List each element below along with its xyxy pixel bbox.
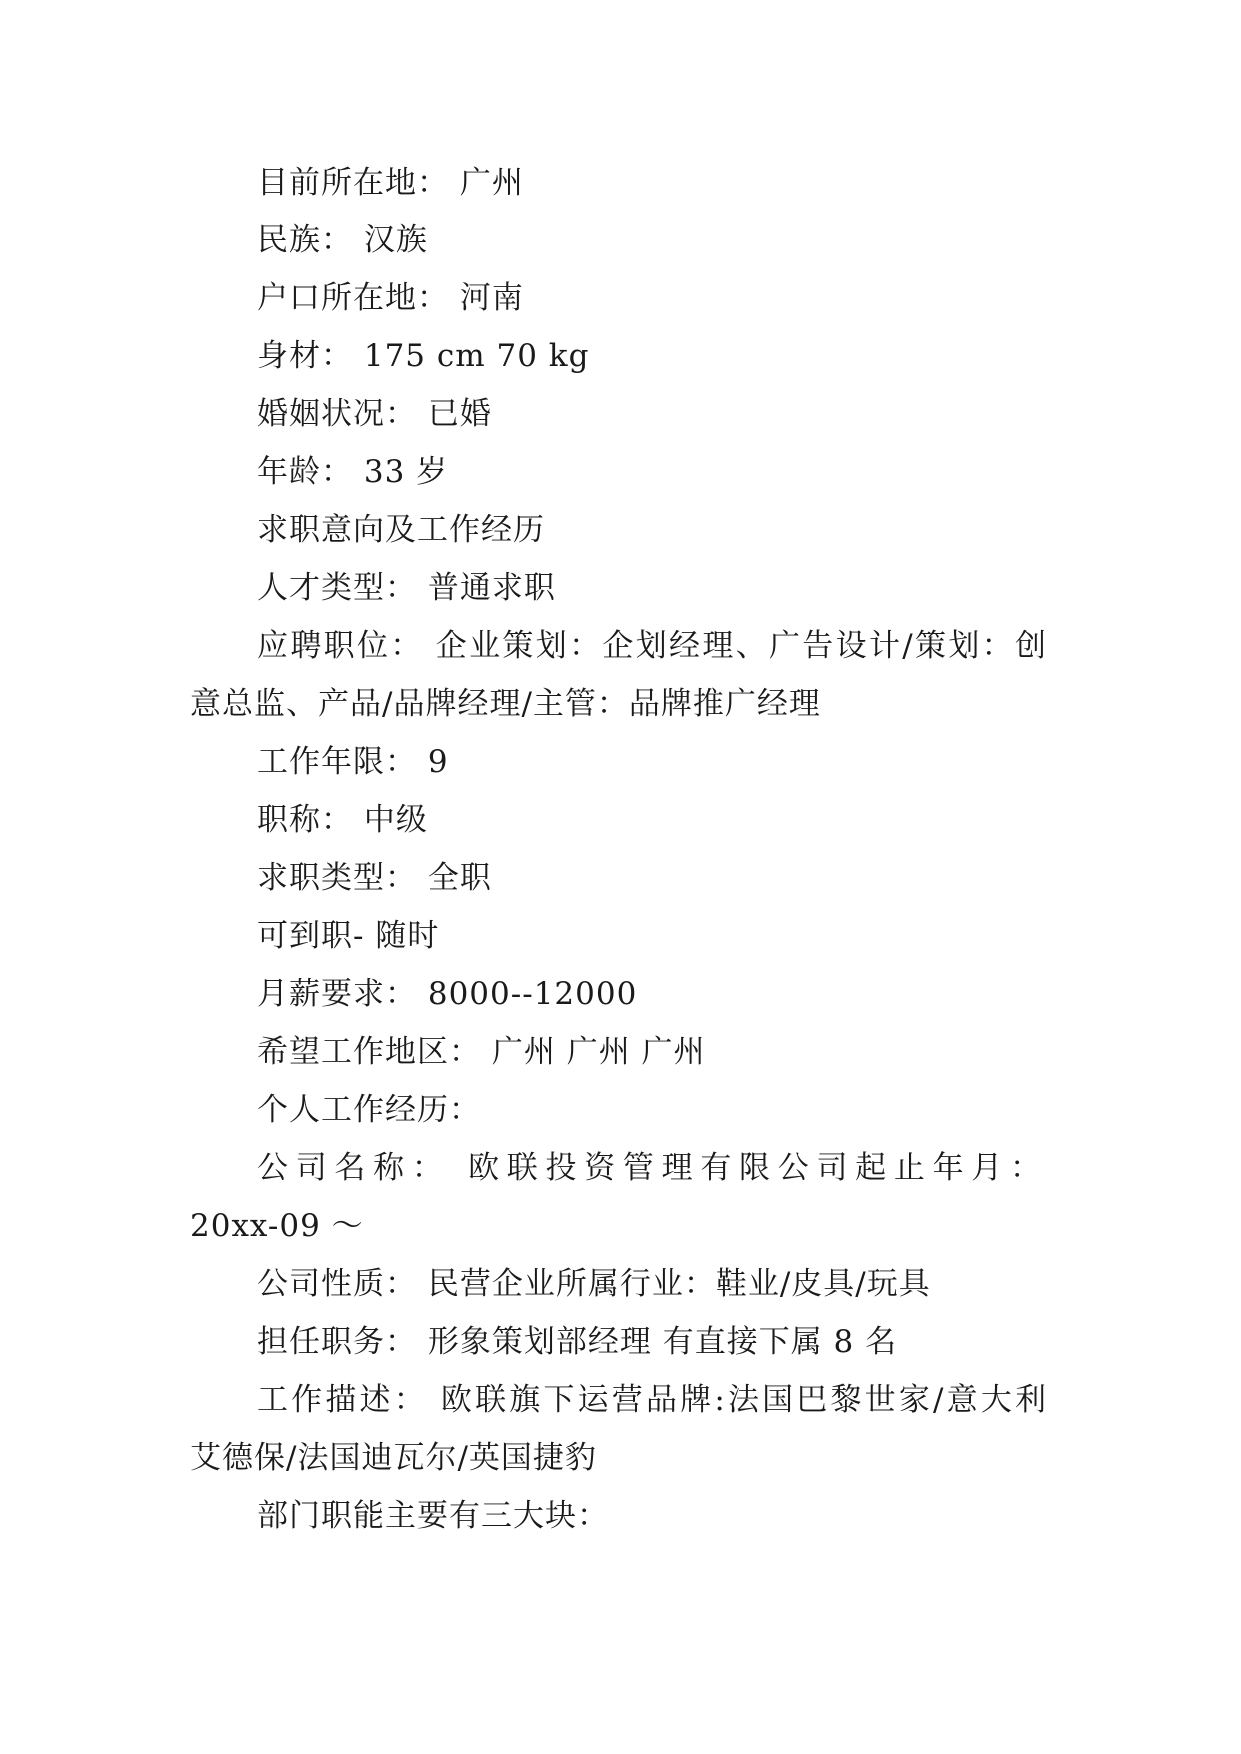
line-job-description-cont: 艾德保/法国迪瓦尔/英国捷豹 [190,1440,597,1476]
line-ethnicity: 民族： 汉族 [257,222,428,258]
line-age: 年龄： 33 岁 [257,454,449,490]
line-talent-type: 人才类型： 普通求职 [257,570,556,606]
line-company-dates-cont: 20xx-09 ～ [190,1208,364,1244]
line-applied-position: 应聘职位： 企业策划：企划经理、广告设计/策划：创 [257,628,1047,664]
line-applied-position-cont: 意总监、产品/品牌经理/主管：品牌推广经理 [190,686,821,722]
section-heading-work-history: 个人工作经历： [257,1092,481,1128]
line-household-registration: 户口所在地： 河南 [257,280,524,316]
line-position-held: 担任职务： 形象策划部经理 有直接下属 8 名 [257,1324,898,1360]
section-heading-job-intent: 求职意向及工作经历 [257,512,545,548]
line-availability: 可到职- 随时 [257,918,440,954]
line-job-type: 求职类型： 全职 [257,860,492,896]
line-department-functions: 部门职能主要有三大块： [257,1498,609,1534]
line-salary-requirement: 月薪要求： 8000--12000 [257,976,638,1012]
line-company-name: 公司名称： 欧联投资管理有限公司起止年月： [257,1150,1047,1186]
line-height-weight: 身材： 175 cm 70 kg [257,338,590,374]
line-work-years: 工作年限： 9 [257,744,449,780]
line-current-location: 目前所在地： 广州 [257,165,524,201]
line-marital-status: 婚姻状况： 已婚 [257,396,492,432]
line-job-description: 工作描述： 欧联旗下运营品牌:法国巴黎世家/意大利 [257,1382,1047,1418]
line-desired-work-area: 希望工作地区： 广州 广州 广州 [257,1034,706,1070]
line-company-nature: 公司性质： 民营企业所属行业：鞋业/皮具/玩具 [257,1266,931,1302]
line-title: 职称： 中级 [257,802,428,838]
